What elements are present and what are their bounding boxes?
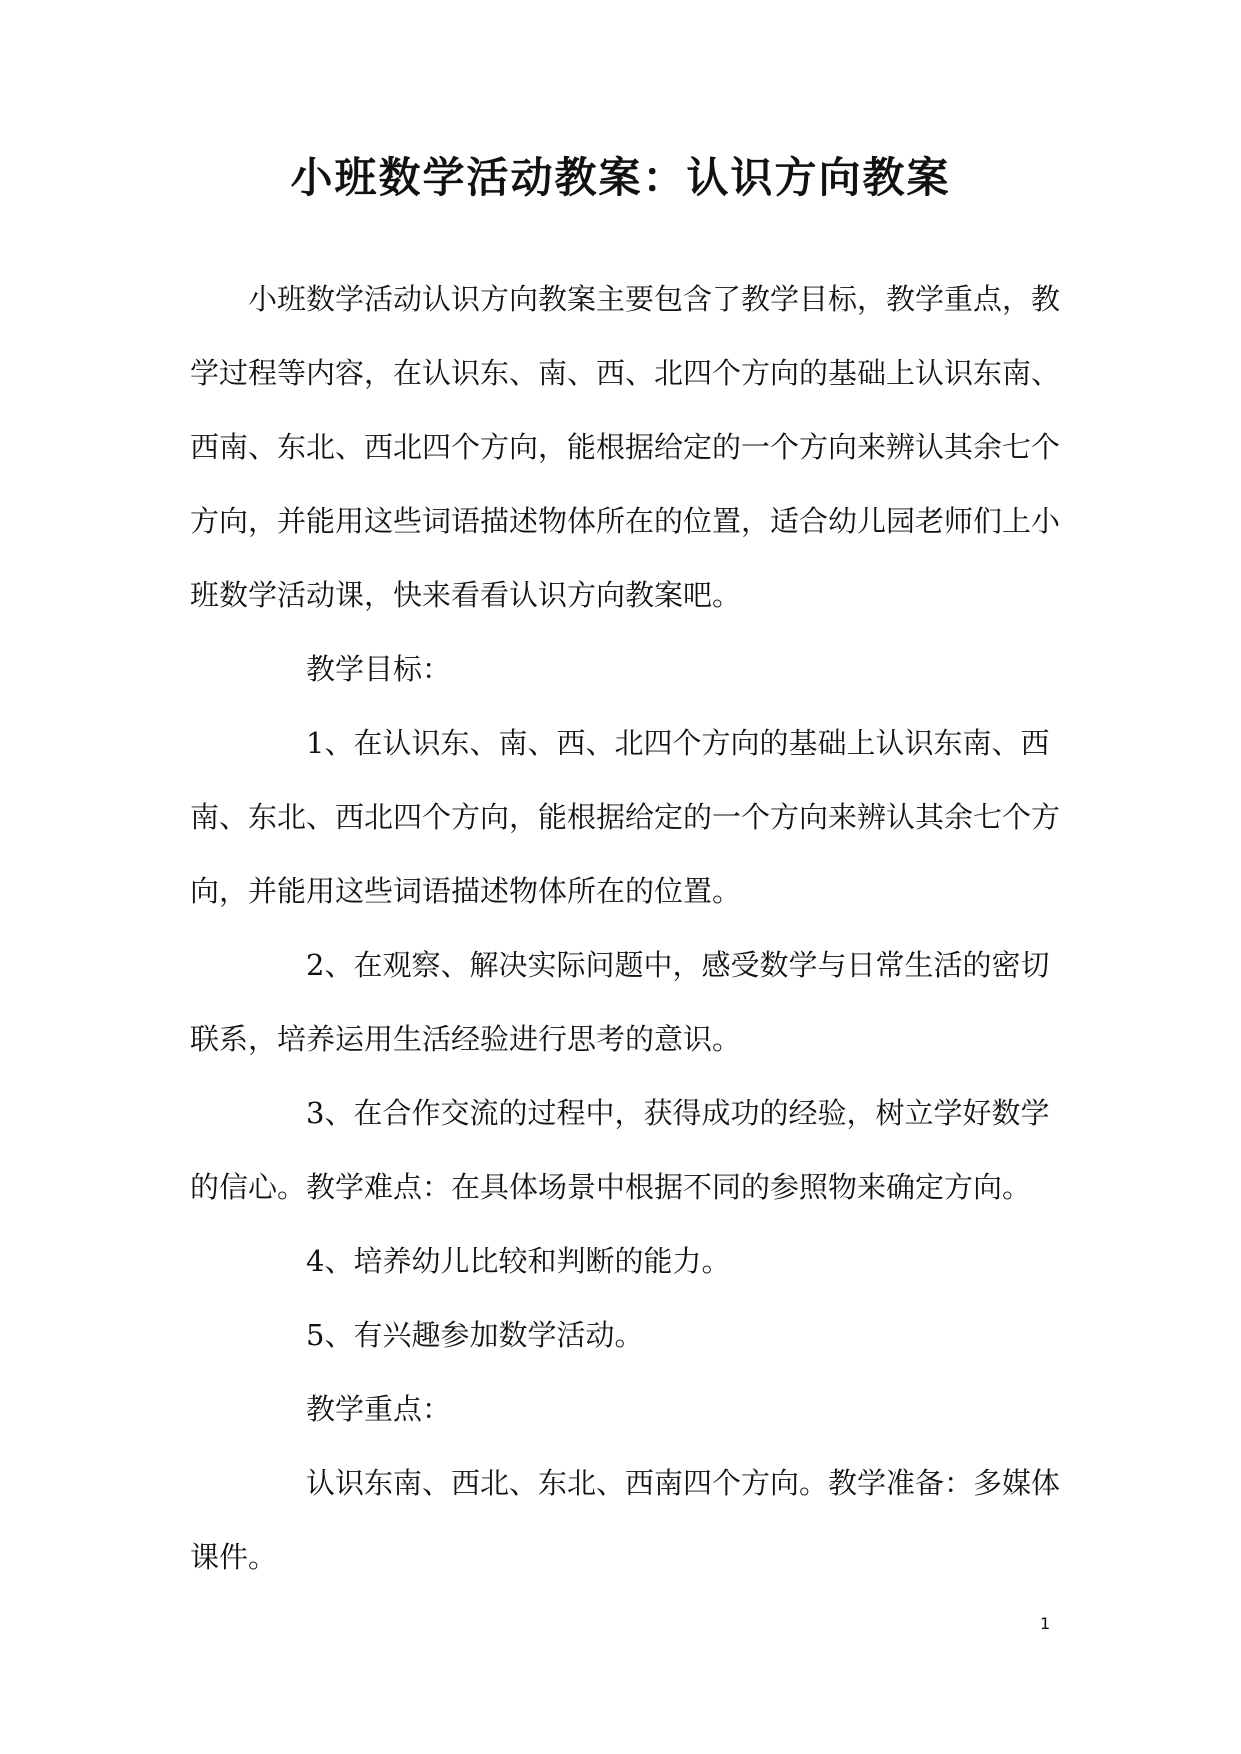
teaching-focus-paragraph: 认识东南、西北、东北、西南四个方向。教学准备：多媒体课件。 xyxy=(190,1466,1061,1574)
document-title: 小班数学活动教案：认识方向教案 xyxy=(290,153,951,202)
teaching-goals-heading: 教学目标： xyxy=(306,652,452,686)
document-body xyxy=(190,262,1060,1594)
goal-item-4: 4、培养幼儿比较和判断的能力。 xyxy=(306,1244,731,1278)
goal-item-5: 5、有兴趣参加数学活动。 xyxy=(306,1318,644,1352)
goal-item-2: 2、在观察、解决实际问题中，感受数学与日常生活的密切联系，培养运用生活经验进行思考的意识。 xyxy=(190,948,1050,1056)
goal-item-1: 1、在认识东、南、西、北四个方向的基础上认识东南、西南、东北、西北四个方向，能根据给定的一个方向来辨认其余七个方向，并能用这些词语描述物体所在的位置。 xyxy=(190,726,1061,908)
goal-item-3: 3、在合作交流的过程中，获得成功的经验，树立学好数学的信心。教学难点：在具体场景中根据不同的参照物来确定方向。 xyxy=(190,1096,1050,1204)
page-number: 1 xyxy=(1040,1614,1051,1633)
teaching-focus-heading: 教学重点： xyxy=(306,1392,452,1426)
intro-paragraph: 小班数学活动认识方向教案主要包含了教学目标，教学重点，教学过程等内容，在认识东、南、西、北四个方向的基础上认识东南、西南、东北、西北四个方向，能根据给定的一个方向来辨认其余七个方向，并能用这些词语描述物体所在的位置，适合幼儿园老师们上小班数学活动课，快来看看认识方向教案吧。 xyxy=(190,282,1061,612)
